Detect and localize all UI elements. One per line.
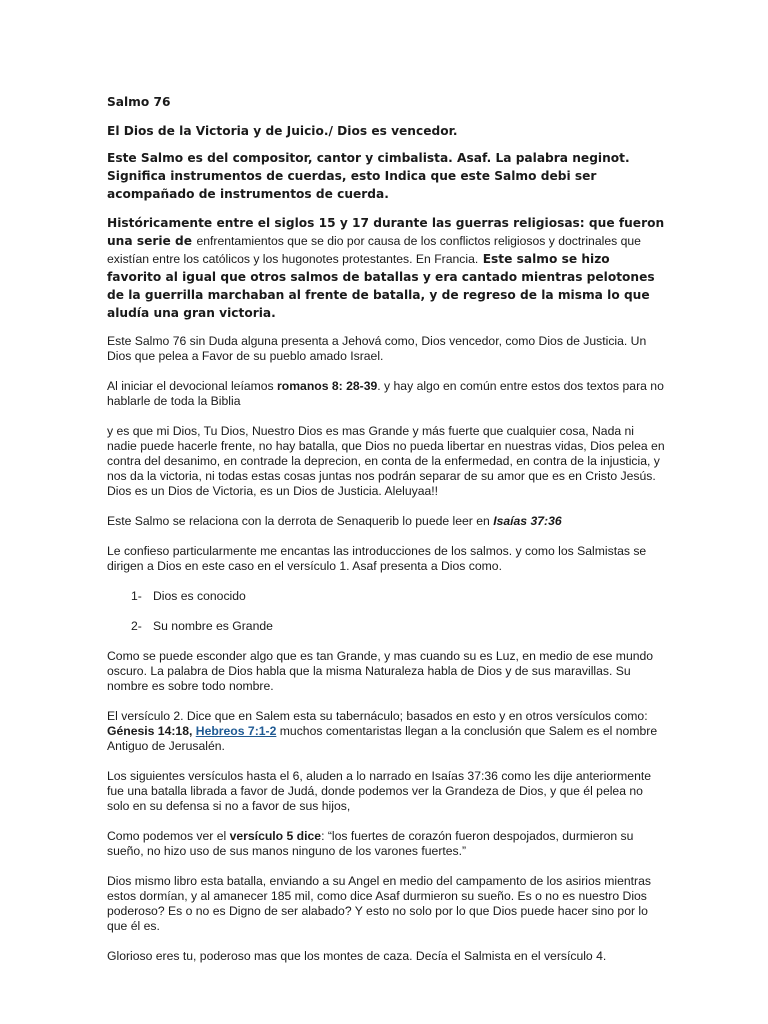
paragraph-9-post: : “los fuertes de corazón fueron despojados, durmieron su sueño, no hizo uso de sus manos ninguno de los varones fuertes.” xyxy=(107,829,634,858)
history-paragraph xyxy=(107,214,667,322)
intro-paragraph: Este Salmo es del compositor, cantor y cimbalista. Asaf. La palabra neginot. Significa instrumentos de cuerdas, esto Indica que este Salmo debi ser acompañado de instrumentos de cuerda. xyxy=(107,151,630,201)
document-subtitle: El Dios de la Victoria y de Juicio./ Dios es vencedor. xyxy=(107,124,458,138)
list-item xyxy=(107,619,667,634)
history-regular-text: enfrentamientos que se dio por causa de los conflictos religiosos y doctrinales que existían entre los católicos y los hugonotes protestantes. En Francia. xyxy=(107,234,641,266)
reference-genesis: Génesis 14:18, xyxy=(107,724,196,738)
paragraph-9 xyxy=(107,829,667,859)
paragraph-2-pre: Al iniciar el devocional leíamos xyxy=(107,379,278,393)
reference-romanos: romanos 8: 28-39 xyxy=(277,379,378,393)
list-item-number: 1- xyxy=(131,589,142,603)
list-item-text: Su nombre es Grande xyxy=(153,619,273,633)
history-bold-lead: Históricamente entre el siglos 15 y 17 durante las guerras religiosas: que fueron una serie de xyxy=(107,216,665,248)
paragraph-11: Glorioso eres tu, poderoso mas que los montes de caza. Decía el Salmista en el versículo 4. xyxy=(107,949,607,963)
paragraph-2-post: . y hay algo en común entre estos dos textos para no hablarle de toda la Biblia xyxy=(107,379,664,408)
paragraph-4-pre: Este Salmo se relaciona con la derrota de Senaquerib lo puede leer en xyxy=(107,514,494,528)
paragraph-6: Como se puede esconder algo que es tan Grande, y mas cuando su es Luz, en medio de ese mundo oscuro. La palabra de Dios habla que la misma Naturaleza habla de Dios y de sus maravillas. Su nombre es sobre todo nombre. xyxy=(107,649,654,693)
paragraph-10: Dios mismo libro esta batalla, enviando a su Angel en medio del campamento de los asirios mientras estos dormían, y al amanecer 185 mil, como dice Asaf durmieron su sueño. Es o no es nuestro Dios poderoso? Es o no es Digno de ser alabado? Y esto no solo por lo que Dios puede hacer sino por lo que él es. xyxy=(107,874,651,933)
paragraph-7-post: muchos comentaristas llegan a la conclusión que Salem es el nombre Antiguo de Jerusalén. xyxy=(107,724,658,753)
paragraph-5: Le confieso particularmente me encantas las introducciones de los salmos. y como los Salmistas se dirigen a Dios en este caso en el versículo 1. Asaf presenta a Dios como. xyxy=(107,544,647,573)
paragraph-4 xyxy=(107,514,667,529)
paragraph-8: Los siguientes versículos hasta el 6, aluden a lo narrado en Isaías 37:36 como les dije anteriormente fue una batalla librada a favor de Judá, donde podemos ver la Grandeza de Dios, y que él pelea no solo en su defensa si no a favor de sus hijos, xyxy=(107,769,652,813)
list-item xyxy=(107,589,667,604)
hebreos-link[interactable]: Hebreos 7:1-2 xyxy=(195,724,277,738)
paragraph-7-pre: El versículo 2. Dice que en Salem esta su tabernáculo; basados en esto y en otros versículos como: xyxy=(107,709,648,723)
attributes-list xyxy=(107,589,667,634)
paragraph-7 xyxy=(107,709,667,754)
list-item-text: Dios es conocido xyxy=(153,589,246,603)
paragraph-3: y es que mi Dios, Tu Dios, Nuestro Dios es mas Grande y más fuerte que cualquier cosa, Nada ni nadie puede hacerle frente, no hay batalla, que Dios no pueda libertar en nuestras vidas, Dios pelea en contra del desanimo, en contrade la deprecion, en conta de la enfermedad, en contra de la injusticia, y nos da la victoria, ni todas estas cosas juntas nos podrán separar de su amor que es en Cristo Jesús. Dios es un Dios de Victoria, es un Dios de Justicia. Aleluyaa!! xyxy=(107,424,665,498)
document-title: Salmo 76 xyxy=(107,95,171,109)
paragraph-9-pre: Como podemos ver el xyxy=(107,829,230,843)
paragraph-1: Este Salmo 76 sin Duda alguna presenta a Jehová como, Dios vencedor, como Dios de Justicia. Un Dios que pelea a Favor de su pueblo amado Israel. xyxy=(107,334,647,363)
paragraph-2 xyxy=(107,379,667,409)
reference-versiculo-5: versículo 5 dice xyxy=(229,829,322,843)
document-body xyxy=(107,93,667,979)
history-bold-tail: Este salmo se hizo favorito al igual que otros salmos de batallas y era cantado mientras pelotones de la guerrilla marchaban al frente de batalla, y de regreso de la misma lo que aludía una gran victoria. xyxy=(107,252,655,320)
list-item-number: 2- xyxy=(131,619,142,633)
reference-isaias: Isaías 37:36 xyxy=(493,514,562,528)
